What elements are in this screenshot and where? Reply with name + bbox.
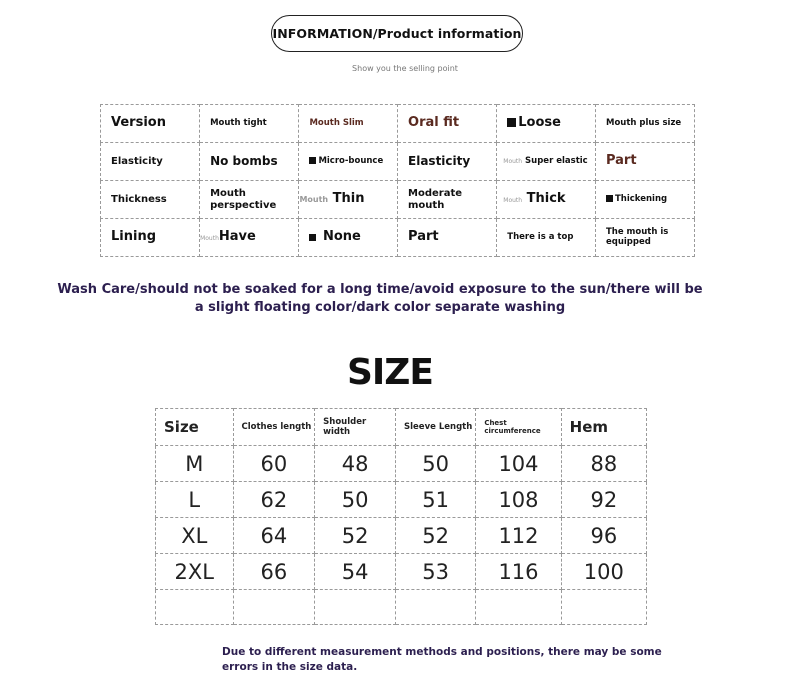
info-row-version <box>101 105 695 143</box>
size-cell-empty <box>156 590 234 625</box>
size-cell-empty <box>476 590 561 625</box>
info-label: Lining <box>101 219 200 257</box>
info-cell: The mouth is equipped <box>595 219 694 257</box>
size-cell: 64 <box>233 518 315 554</box>
info-cell: Mouth Slim <box>299 105 398 143</box>
size-cell: 88 <box>561 446 646 482</box>
size-cell-empty <box>315 590 396 625</box>
info-cell: MouthHave <box>200 219 299 257</box>
info-cell: Elasticity <box>398 143 497 181</box>
size-cell: 96 <box>561 518 646 554</box>
size-header-cell: Sleeve Length <box>396 409 476 446</box>
info-cell: Mouth Thin <box>299 181 398 219</box>
size-cell: 50 <box>315 482 396 518</box>
product-information-title-text: INFORMATION/Product information <box>272 26 522 41</box>
size-row <box>156 554 647 590</box>
checkbox-square-icon <box>606 195 613 202</box>
size-cell: 51 <box>396 482 476 518</box>
size-cell-empty <box>561 590 646 625</box>
info-cell: Mouth Super elastic <box>497 143 596 181</box>
product-information-title <box>271 15 523 52</box>
info-cell: Oral fit <box>398 105 497 143</box>
size-cell: 116 <box>476 554 561 590</box>
size-heading: SIZE <box>346 352 434 393</box>
size-header-cell: Shoulder width <box>315 409 396 446</box>
info-label: Version <box>101 105 200 143</box>
size-cell: 92 <box>561 482 646 518</box>
size-cell: 66 <box>233 554 315 590</box>
wash-care-notice: Wash Care/should not be soaked for a long time/avoid exposure to the sun/there will be a slight floating color/dark color separate washing <box>57 282 703 315</box>
info-cell: Mouth tight <box>200 105 299 143</box>
info-label: Elasticity <box>101 143 200 181</box>
info-cell: There is a top <box>497 219 596 257</box>
info-cell: Mouth plus size <box>595 105 694 143</box>
info-cell: Loose <box>497 105 596 143</box>
size-cell: 100 <box>561 554 646 590</box>
info-row-thickness <box>101 181 695 219</box>
info-label: Thickness <box>101 181 200 219</box>
size-header-cell: Size <box>156 409 234 446</box>
info-cell: Micro-bounce <box>299 143 398 181</box>
info-cell: Thickening <box>595 181 694 219</box>
size-cell: 52 <box>315 518 396 554</box>
info-cell: Part <box>398 219 497 257</box>
size-cell: 50 <box>396 446 476 482</box>
size-cell: 54 <box>315 554 396 590</box>
info-cell: Moderate mouth <box>398 181 497 219</box>
size-cell: M <box>156 446 234 482</box>
size-row <box>156 518 647 554</box>
checkbox-square-icon <box>507 118 516 127</box>
measurement-footnote: Due to different measurement methods and positions, there may be some errors in the size data. <box>222 646 662 673</box>
size-cell: 60 <box>233 446 315 482</box>
info-cell: Part <box>595 143 694 181</box>
size-cell: L <box>156 482 234 518</box>
info-cell: Mouth Thick <box>497 181 596 219</box>
size-cell: 62 <box>233 482 315 518</box>
size-cell: 108 <box>476 482 561 518</box>
product-info-table <box>100 104 695 257</box>
size-cell: 112 <box>476 518 561 554</box>
size-cell: 104 <box>476 446 561 482</box>
info-cell: None <box>299 219 398 257</box>
selling-point-subtitle: Show you the selling point <box>352 64 458 73</box>
size-cell: XL <box>156 518 234 554</box>
size-cell: 2XL <box>156 554 234 590</box>
size-row <box>156 446 647 482</box>
info-row-elasticity <box>101 143 695 181</box>
size-header-cell: Chest circumference <box>476 409 561 446</box>
size-cell: 52 <box>396 518 476 554</box>
checkbox-square-icon <box>309 157 316 164</box>
size-header-cell: Clothes length <box>233 409 315 446</box>
info-cell: Mouth perspective <box>200 181 299 219</box>
info-row-lining <box>101 219 695 257</box>
size-table-header <box>156 409 647 446</box>
size-cell: 48 <box>315 446 396 482</box>
size-row-empty <box>156 590 647 625</box>
size-cell-empty <box>396 590 476 625</box>
size-row <box>156 482 647 518</box>
size-table <box>155 408 647 625</box>
info-cell: No bombs <box>200 143 299 181</box>
size-header-cell: Hem <box>561 409 646 446</box>
size-cell-empty <box>233 590 315 625</box>
checkbox-square-icon <box>309 234 316 241</box>
size-cell: 53 <box>396 554 476 590</box>
